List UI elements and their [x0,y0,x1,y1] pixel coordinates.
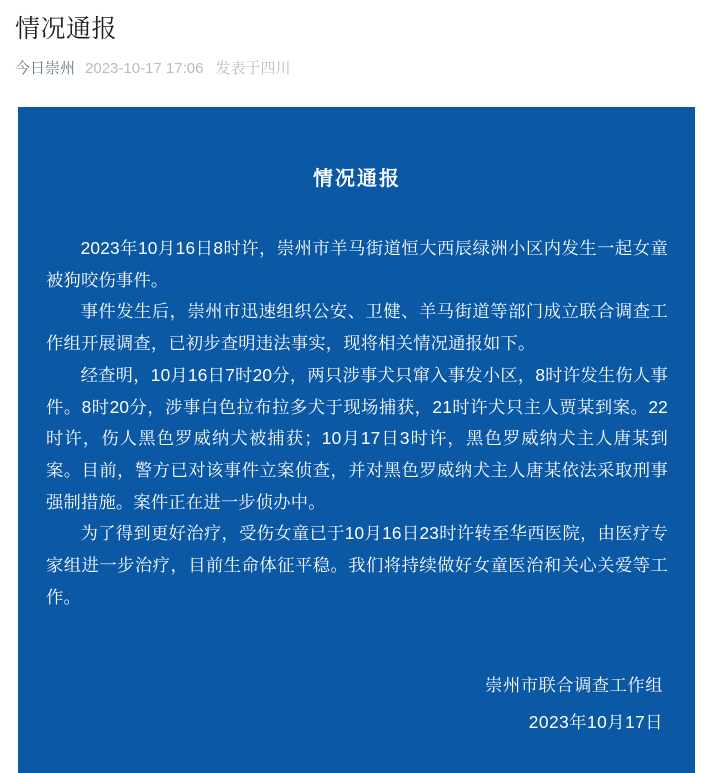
notice-paragraph-3: 经查明，10月16日7时20分，两只涉事犬只窜入事发小区，8时许发生伤人事件。8时20分，涉事白色拉布拉多犬于现场捕获，21时许犬只主人贾某到案。22时许，伤人黑色罗威纳犬被捕获；10月17日3时许，黑色罗威纳犬主人唐某到案。目前，警方已对该事件立案侦查，并对黑色罗威纳犬主人唐某依法采取刑事强制措施。案件正在进一步侦办中。 [46,364,668,512]
notice-title: 情况通报 [313,168,401,190]
signature-date: 2023年10月17日 [528,712,663,733]
notice-paragraph-4: 为了得到更好治疗，受伤女童已于10月16日23时许转至华西医院，由医疗专家组进一步治疗，目前生命体征平稳。我们将持续做好女童医治和关心关爱等工作。 [46,523,668,607]
publish-timestamp: 2023-10-17 17:06 [85,60,204,78]
signature-org: 崇州市联合调查工作组 [485,675,663,696]
notice-paragraph-2: 事件发生后，崇州市迅速组织公安、卫健、羊马街道等部门成立联合调查工作组开展调查，已初步查明违法事实，现将相关情况通报如下。 [46,301,668,354]
publish-location: 发表于四川 [215,60,291,78]
page-title: 情况通报 [15,15,118,43]
notice-signature [46,667,668,741]
notice-paragraph-1: 2023年10月16日8时许，崇州市羊马街道恒大西辰绿洲小区内发生一起女童被狗咬伤事件。 [46,238,668,290]
article-meta [15,59,700,79]
notice-body [46,233,668,613]
account-name-link[interactable]: 今日崇州 [15,60,76,78]
notice-image[interactable] [18,107,695,773]
article-header [0,0,715,79]
